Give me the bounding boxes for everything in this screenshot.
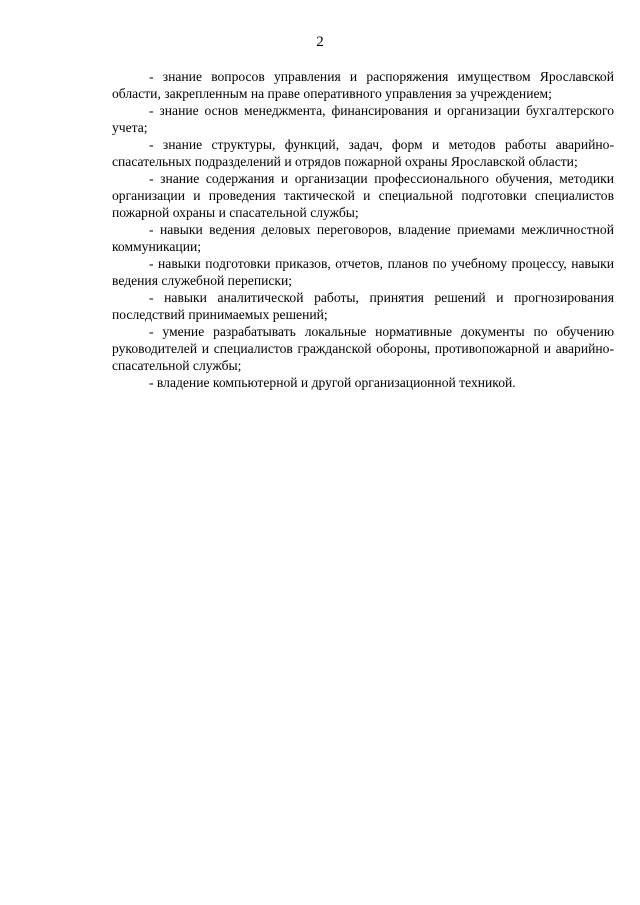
requirements-list bbox=[112, 68, 614, 391]
list-item-property-management: - знание вопросов управления и распоряжения имуществом Ярославской области, закрепленным на праве оперативного управления за учреждением; bbox=[112, 69, 614, 101]
list-item-computer-skills: - владение компьютерной и другой организационной техникой. bbox=[149, 375, 516, 390]
page-number: 2 bbox=[316, 34, 324, 50]
list-item-negotiation-skills: - навыки ведения деловых переговоров, владение приемами межличностной коммуникации; bbox=[112, 222, 614, 254]
list-item-rescue-structure: - знание структуры, функций, задач, форм и методов работы аварийно-спасательных подразделений и отрядов пожарной охраны Ярославской области; bbox=[112, 137, 614, 169]
list-item-analytical-work: - навыки аналитической работы, принятия решений и прогнозирования последствий принимаемых решений; bbox=[112, 290, 614, 322]
list-item-local-regulations: - умение разрабатывать локальные нормативные документы по обучению руководителей и специалистов гражданской обороны, противопожарной и аварийно-спасательной службы; bbox=[112, 324, 614, 373]
list-item-document-preparation: - навыки подготовки приказов, отчетов, планов по учебному процессу, навыки ведения служебной переписки; bbox=[112, 256, 614, 288]
list-item-management-basics: - знание основ менеджмента, финансирования и организации бухгалтерского учета; bbox=[112, 103, 614, 135]
list-item-professional-training: - знание содержания и организации профессионального обучения, методики организации и проведения тактической и специальной подготовки специалистов пожарной охраны и спасательной службы; bbox=[112, 171, 614, 220]
